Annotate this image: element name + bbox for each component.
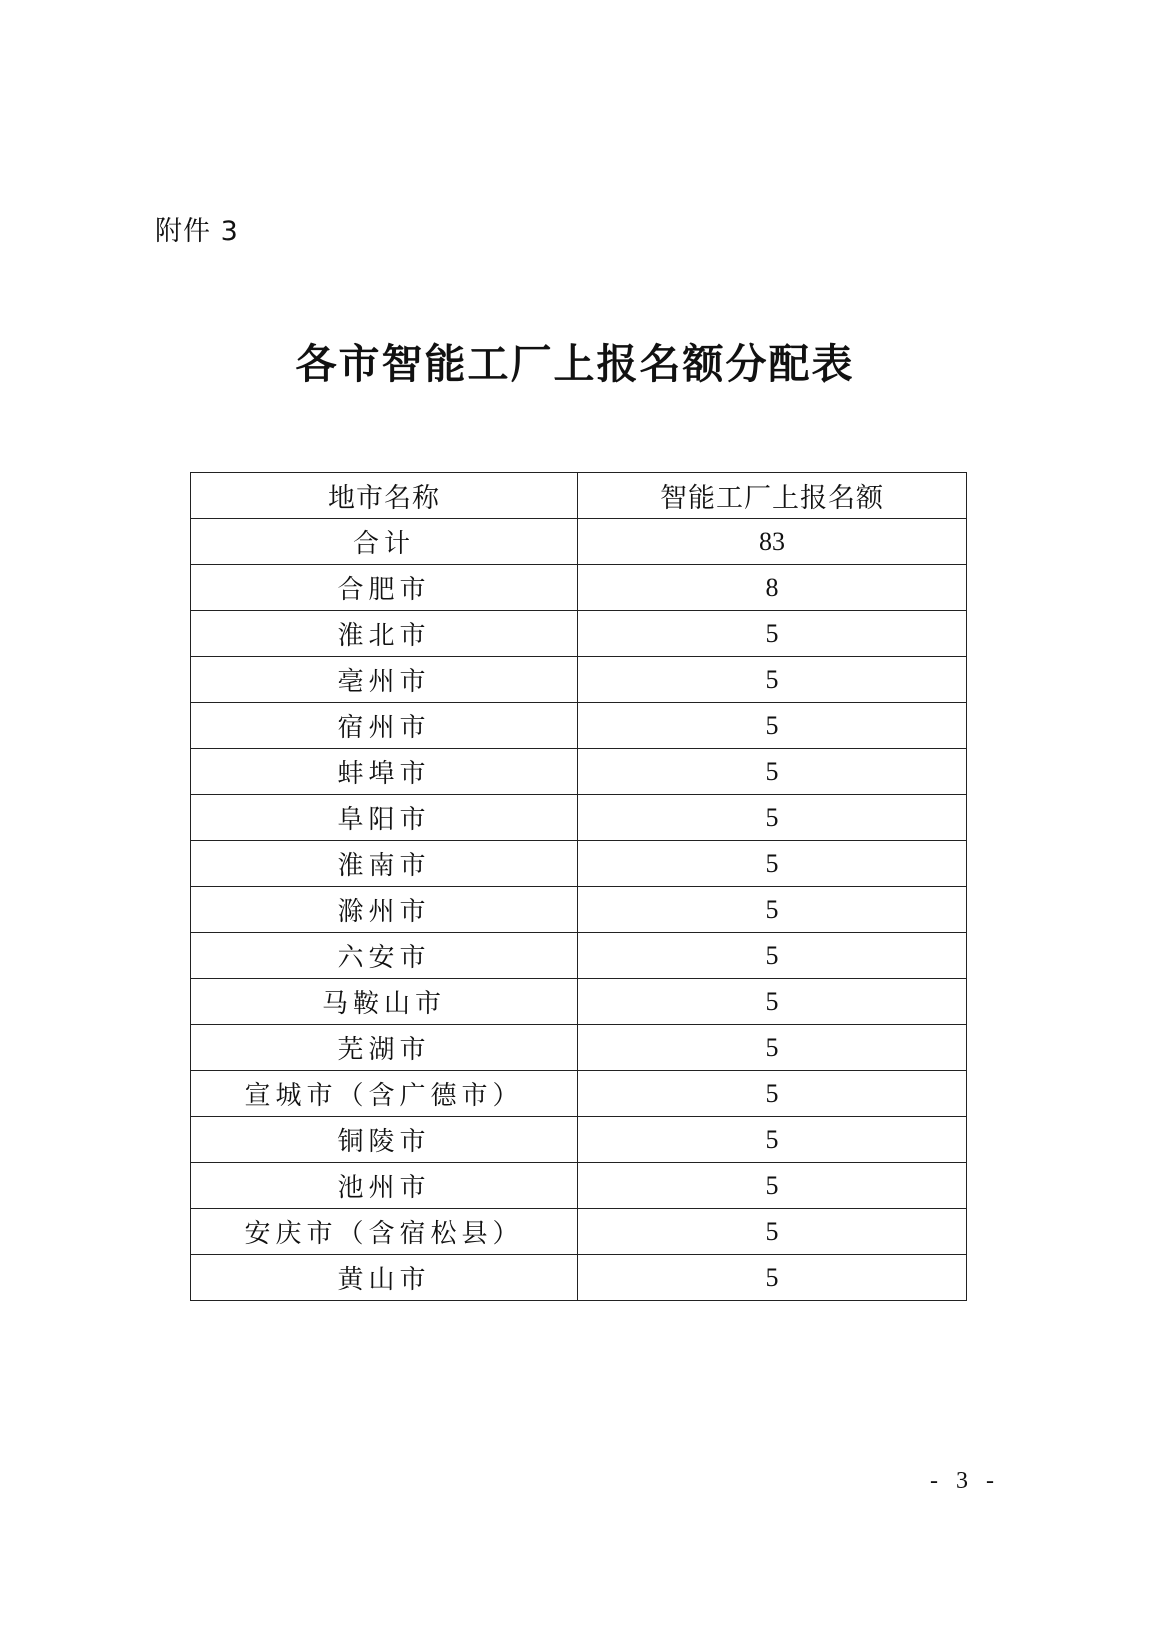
quota-cell: 5 [578, 657, 967, 703]
city-name-cell: 黄山市 [191, 1255, 578, 1301]
quota-cell: 5 [578, 933, 967, 979]
city-name-cell: 亳州市 [191, 657, 578, 703]
table-row [191, 1071, 967, 1117]
quota-cell: 5 [578, 703, 967, 749]
table-row [191, 795, 967, 841]
city-name-cell: 淮北市 [191, 611, 578, 657]
table-row [191, 1163, 967, 1209]
quota-cell: 5 [578, 1071, 967, 1117]
table-row [191, 1025, 967, 1071]
table-row [191, 841, 967, 887]
city-name-cell: 六安市 [191, 933, 578, 979]
city-name-cell: 蚌埠市 [191, 749, 578, 795]
quota-cell: 5 [578, 611, 967, 657]
table-row [191, 749, 967, 795]
city-name-cell: 合肥市 [191, 565, 578, 611]
quota-cell: 5 [578, 1025, 967, 1071]
city-name-cell: 池州市 [191, 1163, 578, 1209]
table-row [191, 1117, 967, 1163]
city-name-cell: 安庆市（含宿松县） [191, 1209, 578, 1255]
city-name-cell: 合计 [191, 519, 578, 565]
quota-cell: 5 [578, 841, 967, 887]
city-name-cell: 马鞍山市 [191, 979, 578, 1025]
table-row [191, 887, 967, 933]
quota-cell: 5 [578, 1255, 967, 1301]
table-row [191, 519, 967, 565]
table-row [191, 565, 967, 611]
table-row [191, 933, 967, 979]
city-name-cell: 阜阳市 [191, 795, 578, 841]
quota-cell: 5 [578, 749, 967, 795]
header-city: 地市名称 [191, 473, 578, 519]
header-quota: 智能工厂上报名额 [578, 473, 967, 519]
city-name-cell: 芜湖市 [191, 1025, 578, 1071]
table-row [191, 979, 967, 1025]
city-name-cell: 宿州市 [191, 703, 578, 749]
quota-table [190, 472, 967, 1301]
table-row [191, 1209, 967, 1255]
quota-cell: 5 [578, 1209, 967, 1255]
table-row [191, 657, 967, 703]
table-body [191, 519, 967, 1301]
attachment-label: 附件 3 [155, 216, 239, 247]
document-title: 各市智能工厂上报名额分配表 [295, 340, 855, 388]
quota-cell: 5 [578, 1163, 967, 1209]
quota-cell: 8 [578, 565, 967, 611]
table-row [191, 611, 967, 657]
quota-cell: 5 [578, 1117, 967, 1163]
city-name-cell: 滁州市 [191, 887, 578, 933]
city-name-cell: 淮南市 [191, 841, 578, 887]
page-number: - 3 - [930, 1468, 1000, 1494]
quota-cell: 5 [578, 795, 967, 841]
quota-cell: 83 [578, 519, 967, 565]
table-header-row [191, 473, 967, 519]
quota-cell: 5 [578, 979, 967, 1025]
city-name-cell: 铜陵市 [191, 1117, 578, 1163]
table-row [191, 1255, 967, 1301]
table-row [191, 703, 967, 749]
city-name-cell: 宣城市（含广德市） [191, 1071, 578, 1117]
quota-cell: 5 [578, 887, 967, 933]
